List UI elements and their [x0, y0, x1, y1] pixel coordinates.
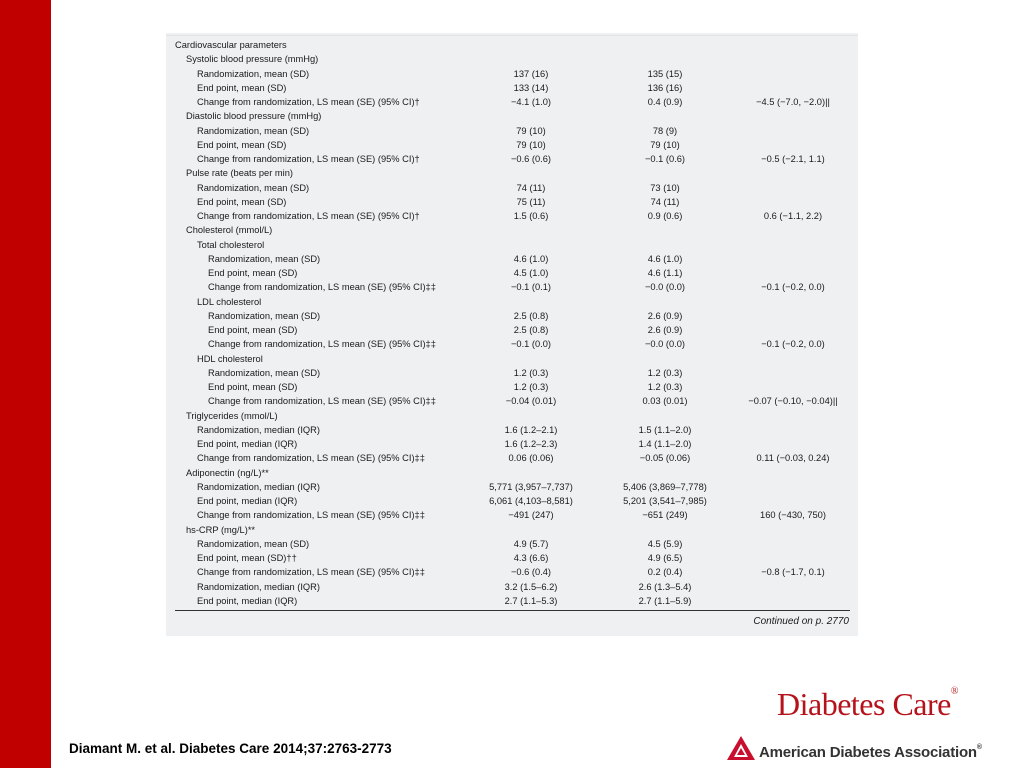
table-row: [166, 466, 858, 480]
table-row: [166, 309, 858, 323]
row-label: Change from randomization, LS mean (SE) (95% CI)‡‡: [208, 396, 436, 407]
cell-c2: −651 (249): [642, 510, 688, 521]
cell-c2: 79 (10): [650, 139, 680, 150]
cell-c1: −491 (247): [508, 510, 554, 521]
row-label: Randomization, mean (SD): [208, 367, 321, 378]
row-label: Randomization, mean (SD): [197, 125, 310, 136]
cell-c2: 135 (15): [647, 68, 683, 79]
row-label: Randomization, mean (SD): [197, 538, 310, 549]
row-label: Cholesterol (mmol/L): [186, 225, 273, 236]
cell-c1: 2.5 (0.8): [513, 310, 549, 321]
table-row: [166, 551, 858, 565]
cell-c1: −0.04 (0.01): [505, 396, 557, 407]
table-row: [166, 152, 858, 166]
table-row: [166, 252, 858, 266]
row-label: End point, mean (SD): [208, 325, 298, 335]
table-row: [166, 181, 858, 195]
table-row: [166, 81, 858, 95]
table-row: [166, 451, 858, 465]
cell-c2: 0.4 (0.9): [647, 97, 683, 107]
row-label: Change from randomization, LS mean (SE) (95% CI)†: [197, 154, 420, 164]
cell-c3: 0.6 (−1.1, 2.2): [763, 211, 823, 221]
cell-c1: 79 (10): [516, 139, 546, 150]
table-row: [166, 494, 858, 508]
row-label: End point, median (IQR): [197, 496, 298, 506]
table-figure: [166, 33, 858, 636]
table-row: [166, 67, 858, 81]
table-row: [166, 366, 858, 380]
cell-c3: −0.07 (−0.10, −0.04)||: [748, 396, 838, 407]
cell-c1: 0.06 (0.06): [508, 453, 554, 464]
table-row: [166, 537, 858, 551]
table-row: [166, 437, 858, 451]
cell-c1: 1.5 (0.6): [513, 211, 549, 221]
table-row: [166, 565, 858, 579]
cell-c2: 136 (16): [647, 82, 683, 93]
row-label: Randomization, median (IQR): [197, 481, 320, 492]
cell-c1: 1.6 (1.2–2.1): [504, 424, 558, 435]
cell-c1: 74 (11): [516, 182, 546, 193]
row-label: Randomization, mean (SD): [208, 253, 321, 264]
table-top-rule: [166, 35, 858, 36]
cell-c1: 2.7 (1.1–5.3): [504, 595, 558, 606]
table-row: [166, 580, 858, 594]
cell-c3: 0.11 (−0.03, 0.24): [756, 453, 830, 464]
data-table: [166, 38, 858, 608]
left-accent-bar: [0, 0, 51, 768]
row-label: Change from randomization, LS mean (SE) (95% CI)‡‡: [197, 453, 425, 464]
diabetes-care-logo-text: Diabetes Care: [777, 686, 951, 722]
cell-c2: 78 (9): [652, 125, 678, 136]
cell-c2: 0.03 (0.01): [642, 396, 688, 407]
table-row: [166, 594, 858, 608]
table-row: [166, 295, 858, 309]
row-label: Randomization, median (IQR): [197, 424, 320, 435]
cell-c2: 2.6 (0.9): [647, 325, 683, 335]
cell-c2: −0.0 (0.0): [644, 339, 686, 350]
cell-c1: 137 (16): [513, 68, 549, 79]
table-row: [166, 523, 858, 537]
cell-c2: 4.5 (5.9): [647, 538, 683, 549]
cell-c2: 4.6 (1.1): [647, 268, 683, 278]
cell-c3: −0.8 (−1.7, 0.1): [761, 567, 825, 578]
cell-c1: 79 (10): [516, 125, 546, 136]
row-label: Cardiovascular parameters: [175, 40, 287, 50]
cell-c1: 6,061 (4,103–8,581): [489, 496, 573, 506]
ada-triangle-icon: [726, 735, 756, 761]
cell-c3: −4.5 (−7.0, −2.0)||: [756, 97, 830, 107]
cell-c1: 4.9 (5.7): [513, 538, 549, 549]
cell-c1: 4.5 (1.0): [513, 268, 549, 278]
table-row: [166, 124, 858, 138]
ada-logo-text: [759, 744, 982, 761]
registered-mark: ®: [976, 744, 982, 751]
cell-c2: −0.0 (0.0): [644, 282, 686, 293]
table-row: [166, 138, 858, 152]
cell-c1: −0.1 (0.0): [510, 339, 552, 350]
row-label: Triglycerides (mmol/L): [186, 410, 278, 421]
cell-c2: 73 (10): [650, 182, 680, 193]
table-row: [166, 423, 858, 437]
table-row: [166, 480, 858, 494]
table-row: [166, 38, 858, 52]
cell-c1: −4.1 (1.0): [510, 97, 552, 107]
cell-c1: 133 (14): [513, 82, 549, 93]
row-label: Randomization, median (IQR): [197, 581, 320, 592]
table-row: [166, 380, 858, 394]
row-label: Change from randomization, LS mean (SE) (95% CI)†: [197, 211, 420, 221]
table-row: [166, 508, 858, 522]
table-row: [166, 109, 858, 123]
cell-c2: 1.2 (0.3): [647, 367, 683, 378]
ada-name: American Diabetes Association: [759, 744, 977, 761]
row-label: Randomization, mean (SD): [208, 310, 321, 321]
row-label: End point, mean (SD): [208, 268, 298, 278]
row-label: Change from randomization, LS mean (SE) (95% CI)‡‡: [208, 282, 436, 293]
cell-c2: 5,201 (3,541–7,985): [623, 496, 707, 506]
row-label: Change from randomization, LS mean (SE) (95% CI)‡‡: [197, 510, 425, 521]
cell-c1: 5,771 (3,957–7,737): [489, 481, 573, 492]
cell-c2: 2.7 (1.1–5.9): [638, 595, 692, 606]
cell-c2: 4.9 (6.5): [647, 553, 683, 563]
cell-c3: −0.1 (−0.2, 0.0): [761, 339, 825, 350]
row-label: Randomization, mean (SD): [197, 182, 310, 193]
cell-c2: 5,406 (3,869–7,778): [623, 481, 707, 492]
cell-c2: 2.6 (0.9): [647, 310, 683, 321]
row-label: End point, median (IQR): [197, 595, 298, 606]
cell-c2: 0.9 (0.6): [647, 211, 683, 221]
continued-note: Continued on p. 2770: [753, 616, 849, 627]
row-label: Adiponectin (ng/L)**: [186, 467, 269, 478]
table-row: [166, 238, 858, 252]
cell-c2: 0.2 (0.4): [647, 567, 683, 578]
table-row: [166, 352, 858, 366]
table-row: [166, 223, 858, 237]
table-row: [166, 52, 858, 66]
cell-c1: −0.6 (0.6): [510, 154, 552, 164]
cell-c1: 4.6 (1.0): [513, 253, 549, 264]
row-label: HDL cholesterol: [197, 353, 263, 364]
cell-c1: 1.6 (1.2–2.3): [504, 439, 558, 449]
table-bottom-rule: [175, 610, 850, 611]
cell-c2: 2.6 (1.3–5.4): [638, 581, 692, 592]
row-label: End point, mean (SD): [197, 82, 287, 93]
row-label: End point, mean (SD): [197, 139, 287, 150]
cell-c2: 1.5 (1.1–2.0): [638, 424, 692, 435]
row-label: LDL cholesterol: [197, 296, 262, 307]
table-row: [166, 195, 858, 209]
cell-c2: 1.2 (0.3): [647, 382, 683, 392]
cell-c2: 74 (11): [650, 196, 680, 207]
cell-c1: 2.5 (0.8): [513, 325, 549, 335]
row-label: Randomization, mean (SD): [197, 68, 310, 79]
registered-mark: ®: [950, 686, 958, 697]
table-row: [166, 209, 858, 223]
cell-c1: 75 (11): [516, 196, 546, 207]
cell-c1: 1.2 (0.3): [513, 382, 549, 392]
table-row: [166, 166, 858, 180]
cell-c2: 4.6 (1.0): [647, 253, 683, 264]
row-label: Change from randomization, LS mean (SE) (95% CI)‡‡: [197, 567, 425, 578]
table-row: [166, 266, 858, 280]
table-row: [166, 95, 858, 109]
table-row: [166, 280, 858, 294]
table-row: [166, 337, 858, 351]
cell-c1: 1.2 (0.3): [513, 367, 549, 378]
row-label: End point, mean (SD)††: [197, 553, 297, 563]
cell-c3: −0.1 (−0.2, 0.0): [761, 282, 825, 293]
row-label: Diastolic blood pressure (mmHg): [186, 111, 322, 122]
table-row: [166, 323, 858, 337]
diabetes-care-logo: [777, 686, 958, 723]
cell-c3: −0.5 (−2.1, 1.1): [761, 154, 825, 164]
cell-c2: −0.1 (0.6): [644, 154, 686, 164]
cell-c3: 160 (−430, 750): [760, 510, 826, 521]
table-row: [166, 394, 858, 408]
cell-c1: 4.3 (6.6): [513, 553, 549, 563]
cell-c1: −0.1 (0.1): [510, 282, 552, 293]
row-label: Systolic blood pressure (mmHg): [186, 54, 319, 65]
row-label: End point, median (IQR): [197, 439, 298, 449]
row-label: End point, mean (SD): [208, 382, 298, 392]
cell-c1: 3.2 (1.5–6.2): [504, 581, 558, 592]
row-label: hs-CRP (mg/L)**: [186, 524, 256, 535]
row-label: Change from randomization, LS mean (SE) (95% CI)‡‡: [208, 339, 436, 350]
cell-c2: −0.05 (0.06): [639, 453, 691, 464]
row-label: End point, mean (SD): [197, 196, 287, 207]
row-label: Pulse rate (beats per min): [186, 168, 293, 179]
row-label: Total cholesterol: [197, 239, 265, 250]
row-label: Change from randomization, LS mean (SE) (95% CI)†: [197, 97, 420, 107]
cell-c1: −0.6 (0.4): [510, 567, 552, 578]
table-row: [166, 409, 858, 423]
cell-c2: 1.4 (1.1–2.0): [638, 439, 692, 449]
citation: Diamant M. et al. Diabetes Care 2014;37:2763-2773: [69, 741, 392, 756]
